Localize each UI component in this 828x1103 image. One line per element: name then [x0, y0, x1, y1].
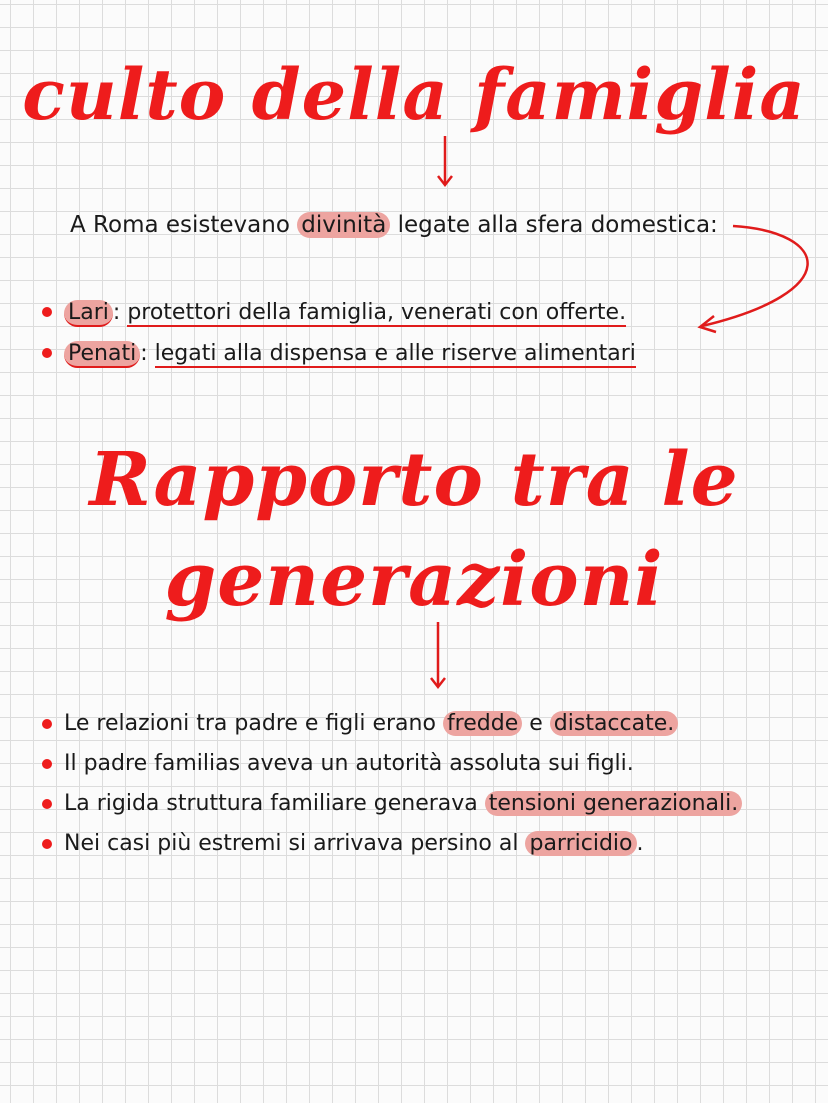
highlight-fredde: fredde	[443, 711, 522, 736]
term-separator: :	[140, 341, 155, 366]
bullet-icon	[42, 719, 52, 729]
title-rapporto-line1: Rapporto tra le	[89, 437, 739, 523]
term-penati: Penati	[64, 341, 140, 368]
highlight-parricidio: parricidio	[525, 831, 636, 856]
bullet-icon	[42, 348, 52, 358]
list-item-lari	[42, 292, 636, 333]
list-item-penati	[42, 333, 636, 374]
title-culto-della-famiglia: culto della famiglia	[22, 53, 806, 136]
desc-penati: legati alla dispensa e alle riserve alimentari	[154, 341, 636, 366]
term-separator: :	[112, 300, 128, 325]
title-rapporto-line2: generazioni	[164, 537, 664, 623]
bullet-icon	[42, 307, 52, 317]
intro-text-before: A Roma esistevano	[70, 212, 298, 238]
list-item	[42, 744, 742, 784]
highlight-tensioni: tensioni generazionali.	[485, 791, 742, 816]
intro-text-after: legate alla sfera domestica:	[390, 212, 718, 238]
domestic-gods-list	[42, 292, 636, 374]
item-text: Il padre familias aveva un autorità assoluta sui figli.	[64, 751, 634, 776]
arrow-down-icon	[428, 622, 448, 690]
item-text: La rigida struttura familiare generava	[64, 791, 485, 816]
item-text: e	[522, 711, 550, 736]
highlight-distaccate: distaccate.	[550, 711, 678, 736]
generations-list	[42, 704, 742, 864]
list-item	[42, 784, 742, 824]
desc-lari: protettori della famiglia, venerati con offerte.	[127, 300, 627, 325]
bullet-icon	[42, 799, 52, 809]
item-text: .	[636, 831, 644, 856]
item-text: Le relazioni tra padre e figli erano	[64, 711, 443, 736]
list-item	[42, 704, 742, 744]
term-lari: Lari	[64, 300, 113, 327]
bullet-icon	[42, 839, 52, 849]
bullet-icon	[42, 759, 52, 769]
list-item	[42, 824, 742, 864]
item-text: Nei casi più estremi si arrivava persino al	[64, 831, 526, 856]
highlight-divinita: divinità	[297, 212, 390, 238]
